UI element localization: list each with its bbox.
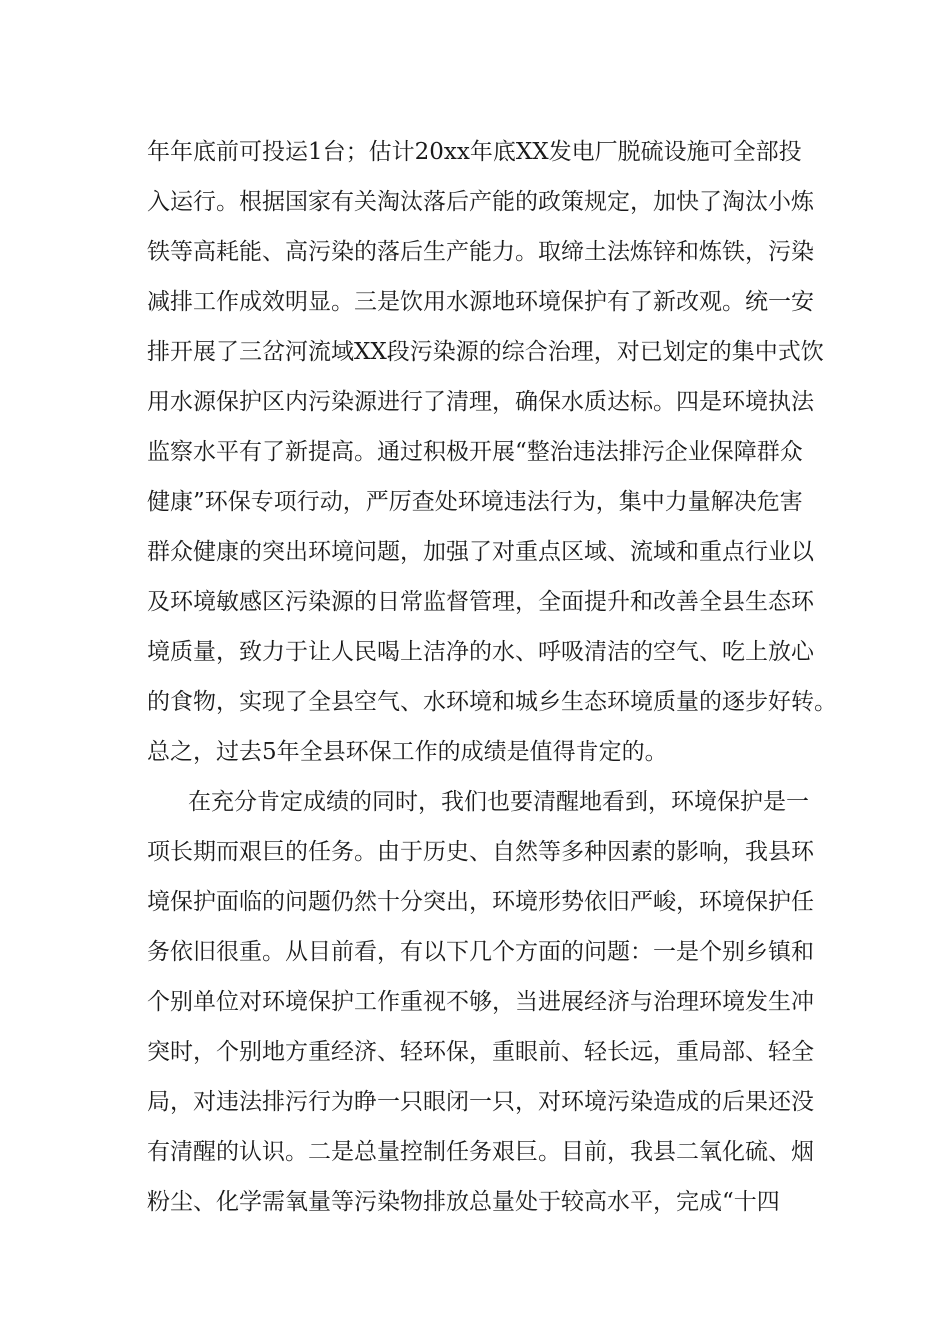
text-line: 境保护面临的问题仍然十分突出，环境形势依旧严峻，环境保护任	[147, 889, 814, 915]
text-line: 减排工作成效明显。三是饮用水源地环境保护有了新改观。统一安	[147, 289, 814, 315]
text-line: 有清醒的认识。二是总量控制任务艰巨。目前，我县二氧化硫、烟	[147, 1139, 814, 1165]
text-line: 群众健康的突出环境问题，加强了对重点区域、流域和重点行业以	[147, 539, 814, 565]
text-line: 入运行。根据国家有关淘汰落后产能的政策规定，加快了淘汰小炼	[147, 189, 814, 215]
text-line: 粉尘、化学需氧量等污染物排放总量处于较高水平，完成“十四	[147, 1189, 780, 1215]
text-line: 监察水平有了新提高。通过积极开展“整治违法排污企业保障群众	[147, 439, 803, 465]
text-line: 务依旧很重。从目前看，有以下几个方面的问题：一是个别乡镇和	[147, 939, 814, 965]
text-line: 铁等高耗能、高污染的落后生产能力。取缔土法炼锌和炼铁，污染	[147, 239, 814, 265]
text-line: 用水源保护区内污染源进行了清理，确保水质达标。四是环境执法	[147, 389, 814, 415]
text-line: 年年底前可投运1台；估计20xx年底XX发电厂脱硫设施可全部投	[147, 139, 802, 165]
text-line: 排开展了三岔河流域XX段污染源的综合治理，对已划定的集中式饮	[147, 339, 824, 365]
text-line: 及环境敏感区污染源的日常监督管理，全面提升和改善全县生态环	[147, 589, 814, 615]
text-line: 在充分肯定成绩的同时，我们也要清醒地看到，环境保护是一	[188, 789, 809, 815]
text-line: 项长期而艰巨的任务。由于历史、自然等多种因素的影响，我县环	[147, 839, 814, 865]
text-line: 健康”环保专项行动，严厉查处环境违法行为，集中力量解决危害	[147, 489, 803, 515]
text-line: 的食物，实现了全县空气、水环境和城乡生态环境质量的逐步好转。	[147, 689, 837, 715]
text-line: 个别单位对环境保护工作重视不够，当进展经济与治理环境发生冲	[147, 989, 814, 1015]
text-line: 境质量，致力于让人民喝上洁净的水、呼吸清洁的空气、吃上放心	[147, 639, 814, 665]
text-line: 局，对违法排污行为睁一只眼闭一只，对环境污染造成的后果还没	[147, 1089, 814, 1115]
text-line: 突时，个别地方重经济、轻环保，重眼前、轻长远，重局部、轻全	[147, 1039, 814, 1065]
text-line: 总之，过去5年全县环保工作的成绩是值得肯定的。	[147, 739, 668, 765]
